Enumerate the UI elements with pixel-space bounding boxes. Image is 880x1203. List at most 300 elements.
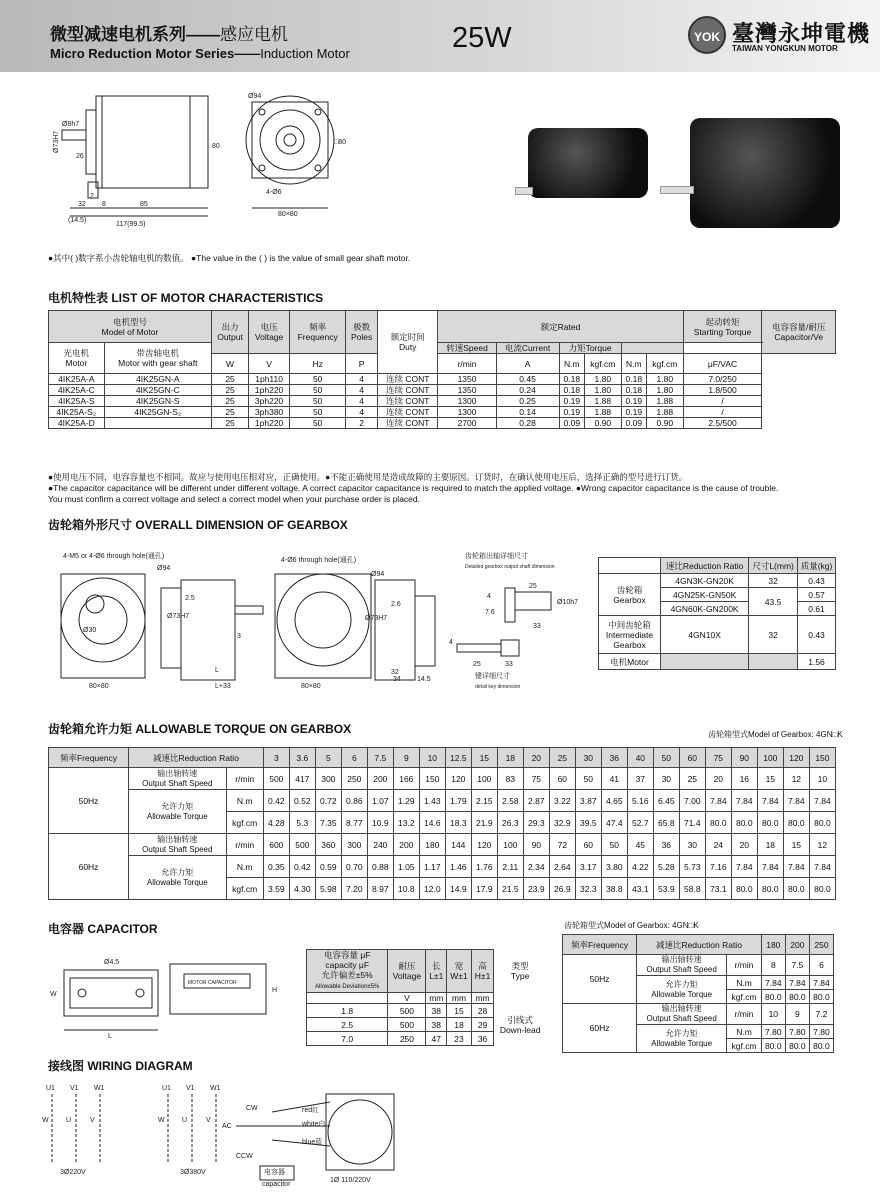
- wire-label: blue蓝: [302, 1139, 323, 1146]
- col-header: 额定Rated: [438, 311, 683, 343]
- table-row: [49, 407, 836, 418]
- table-cell: 4IK25A-C: [49, 385, 105, 396]
- table-cell: 1.88: [647, 396, 684, 407]
- table-cell: 7.5: [785, 955, 809, 976]
- ratio-cell: 40: [627, 748, 653, 768]
- table-cell: 8.77: [341, 812, 367, 834]
- table-cell: 7.80: [809, 1025, 833, 1039]
- table-cell: 5.28: [653, 856, 679, 878]
- wire-label: red红: [302, 1107, 320, 1114]
- row-label: 允许力矩 Allowable Torque: [129, 856, 226, 900]
- gearbox-dim: L+33: [215, 683, 231, 690]
- wire-label: W: [158, 1117, 165, 1124]
- table-cell: 7.35: [315, 812, 341, 834]
- torque-title: 齿轮箱允许力矩 ALLOWABLE TORQUE ON GEARBOX: [48, 722, 352, 736]
- gearbox-dim: 3: [237, 633, 241, 640]
- table-cell: 50: [290, 407, 346, 418]
- table-cell: 0.42: [263, 790, 289, 812]
- wire-label: U: [182, 1117, 188, 1124]
- gearmotor-shaft-icon: [660, 186, 694, 194]
- col-header: 电容容量 μF capacity μF 允许偏差±5% Allowable Deviation±5%: [307, 950, 388, 993]
- table-cell: 25: [679, 768, 705, 790]
- wire-label: U1: [162, 1085, 171, 1092]
- gearbox-dimension-drawing: [45, 548, 600, 696]
- table-cell: 600: [263, 834, 289, 856]
- dim-label: 2: [90, 193, 94, 200]
- table-cell: 0.70: [341, 856, 367, 878]
- capacitor-title: 电容器 CAPACITOR: [48, 922, 158, 936]
- table-cell: 0.18: [559, 385, 584, 396]
- table-cell: 23.9: [523, 878, 549, 900]
- table-cell: 4.28: [263, 812, 289, 834]
- table-cell: 83: [497, 768, 523, 790]
- table-cell: 18: [757, 834, 783, 856]
- gearbox-dim: 80×80: [89, 683, 109, 690]
- wire-label: CCW: [236, 1153, 253, 1160]
- table-cell: 4: [346, 407, 378, 418]
- table-cell: 30: [679, 834, 705, 856]
- table-cell: 150: [419, 768, 445, 790]
- col-header: 减速比Reduction Ratio: [129, 748, 264, 768]
- table-cell: 4: [346, 374, 378, 385]
- table-cell: 10.8: [393, 878, 419, 900]
- wire-label: V: [90, 1117, 95, 1124]
- wire-label: W1: [94, 1085, 105, 1092]
- col-header: 长 L±1: [426, 950, 447, 993]
- gearbox-dim: 34: [393, 676, 401, 683]
- torque2-model-note: 齿轮箱型式Model of Gearbox: 4GN□K: [564, 921, 699, 930]
- unit-cell: μF/VAC: [683, 354, 762, 374]
- table-cell: 0.45: [496, 374, 559, 385]
- col-header: 出力 Output: [211, 311, 248, 354]
- table-cell: /: [683, 396, 762, 407]
- table-cell: 60: [575, 834, 601, 856]
- freq-cell: 50Hz: [49, 768, 129, 834]
- table-cell: 4IK25GN-C: [104, 385, 211, 396]
- motor-dimension-drawing: [40, 88, 450, 238]
- table-cell: 0.19: [559, 396, 584, 407]
- table-cell: 15: [757, 768, 783, 790]
- table-cell: 100: [497, 834, 523, 856]
- unit-cell: N.m: [559, 354, 584, 374]
- table-cell: 37: [627, 768, 653, 790]
- wire-label: V1: [186, 1085, 195, 1092]
- table-cell: 2.34: [523, 856, 549, 878]
- gearbox-dim: 25: [473, 661, 481, 668]
- table-cell: 1300: [438, 396, 496, 407]
- table-cell: 4IK25A-S₂: [49, 407, 105, 418]
- table-cell: 50: [290, 374, 346, 385]
- table-cell: 25: [211, 407, 248, 418]
- row-label: 允许力矩 Allowable Torque: [637, 1025, 727, 1053]
- col-header: 电流Current: [496, 343, 559, 354]
- col-header: 极数 Poles: [346, 311, 378, 354]
- table-cell: 5.98: [315, 878, 341, 900]
- wire-label: 1Ø 110/220V: [330, 1177, 371, 1184]
- table-cell: 2: [346, 418, 378, 429]
- table-cell: 0.52: [289, 790, 315, 812]
- table-cell: 65.8: [653, 812, 679, 834]
- gearbox-dim: Detailed gearbox output shaft dimension: [465, 564, 555, 570]
- table-cell: 1350: [438, 385, 496, 396]
- table-cell: 2.64: [549, 856, 575, 878]
- row-label: 输出轴转速 Output Shaft Speed: [129, 768, 226, 790]
- motor-label: 电机Motor: [599, 654, 661, 670]
- gearbox-dim: 33: [505, 661, 513, 668]
- table-cell: 4IK25GN-A: [104, 374, 211, 385]
- gearbox-dim: 2.5: [185, 595, 195, 602]
- table-cell: 0.18: [621, 374, 646, 385]
- unit-cell: r/min: [226, 768, 263, 790]
- ratio-cell: 10: [419, 748, 445, 768]
- ratio-cell: 36: [601, 748, 627, 768]
- table-cell: 71.4: [679, 812, 705, 834]
- col-header: 起动转矩 Starting Torque: [683, 311, 762, 343]
- table-cell: 0.25: [496, 396, 559, 407]
- table-cell: 1300: [438, 407, 496, 418]
- gearbox-dim: 4-Ø6 through hole(通孔): [281, 557, 357, 564]
- table-cell: 0.14: [496, 407, 559, 418]
- ratio-cell: 3.6: [289, 748, 315, 768]
- col-header: 质量(kg): [798, 558, 836, 574]
- table-row: [49, 396, 836, 407]
- table-cell: 21.9: [471, 812, 497, 834]
- table-cell: 1.88: [585, 396, 622, 407]
- unit-cell: V: [249, 354, 290, 374]
- table-cell: 20: [731, 834, 757, 856]
- unit-cell: kgf.cm: [585, 354, 622, 374]
- gearbox-dim: L: [215, 667, 219, 674]
- col-header: 速比Reduction Ratio: [661, 558, 749, 574]
- table-cell: 3.22: [549, 790, 575, 812]
- gearbox-dim: 33: [533, 623, 541, 630]
- gearbox-dim: 14.5: [417, 676, 431, 683]
- cap-dim: Ø4.5: [104, 959, 120, 966]
- ratio-cell: 5: [315, 748, 341, 768]
- table-cell: 0.90: [647, 418, 684, 429]
- table-cell: 3.80: [601, 856, 627, 878]
- table-cell: 26.9: [549, 878, 575, 900]
- ratio-cell: 3: [263, 748, 289, 768]
- table-cell: 7.80: [761, 1025, 785, 1039]
- ratio-cell: 60: [679, 748, 705, 768]
- table-cell: 7.84: [783, 790, 809, 812]
- gearbox-dim: 4: [487, 593, 491, 600]
- table-cell: 4.22: [627, 856, 653, 878]
- table-cell: 20: [705, 768, 731, 790]
- unit-cell: r/min: [727, 955, 762, 976]
- ratio-cell: 25: [549, 748, 575, 768]
- col-header: 光电机 Motor: [49, 343, 105, 374]
- table-cell: 3.59: [263, 878, 289, 900]
- table-cell: 1.29: [393, 790, 419, 812]
- table-cell: 10.9: [367, 812, 393, 834]
- dim-label: 8: [102, 201, 106, 208]
- table-cell: 41: [601, 768, 627, 790]
- table-cell: 60: [549, 768, 575, 790]
- table-cell: 80.0: [731, 878, 757, 900]
- wire-label: U: [66, 1117, 72, 1124]
- ratio-cell: 150: [809, 748, 835, 768]
- row-label: 输出轴转速 Output Shaft Speed: [637, 1004, 727, 1025]
- row-label: 输出轴转速 Output Shaft Speed: [129, 834, 226, 856]
- table-cell: 360: [315, 834, 341, 856]
- ratio-cell: 30: [575, 748, 601, 768]
- table-cell: 7.84: [761, 976, 785, 990]
- unit-cell: P: [346, 354, 378, 374]
- unit-cell: kgf.cm: [727, 1039, 762, 1053]
- table-cell: 2.87: [523, 790, 549, 812]
- table-cell: 120: [445, 768, 471, 790]
- table-cell: 5.16: [627, 790, 653, 812]
- table-cell: /: [683, 407, 762, 418]
- table-row: [49, 418, 836, 429]
- wire-label: 3Ø380V: [180, 1169, 206, 1176]
- table-cell: 14.9: [445, 878, 471, 900]
- table-cell: 0.88: [367, 856, 393, 878]
- unit-cell: kgf.cm: [647, 354, 684, 374]
- table-cell: 7.84: [809, 856, 835, 878]
- table-cell: 12.0: [419, 878, 445, 900]
- wire-label: AC: [222, 1123, 232, 1130]
- table-cell: 50: [290, 385, 346, 396]
- gearbox-dim: Ø94: [371, 571, 385, 578]
- table-cell: 连续 CONT: [377, 418, 438, 429]
- table-cell: 0.59: [315, 856, 341, 878]
- ratio-cell: 18: [497, 748, 523, 768]
- table-cell: 6.45: [653, 790, 679, 812]
- table-cell: 3ph220: [249, 396, 290, 407]
- col-header: 电容容量/耐压 Capacitor/Ve: [762, 311, 836, 354]
- page-header: [0, 0, 880, 72]
- table-cell: 32.9: [549, 812, 575, 834]
- table-cell: 4: [346, 396, 378, 407]
- ratio-cell: 100: [757, 748, 783, 768]
- unit-cell: W: [211, 354, 248, 374]
- table-cell: 1.46: [445, 856, 471, 878]
- unit-cell: N.m: [226, 856, 263, 878]
- table-cell: 1.80: [647, 374, 684, 385]
- table-cell: 4: [346, 385, 378, 396]
- table-cell: 1.07: [367, 790, 393, 812]
- unit-cell: N.m: [226, 790, 263, 812]
- table-cell: 1.88: [647, 407, 684, 418]
- table-cell: 4.30: [289, 878, 315, 900]
- table-cell: 30: [653, 768, 679, 790]
- gearbox-dim: 80×80: [301, 683, 321, 690]
- table-cell: 1.79: [445, 790, 471, 812]
- ratio-cell: 90: [731, 748, 757, 768]
- table-cell: 80.0: [761, 990, 785, 1004]
- table-cell: 7.16: [705, 856, 731, 878]
- table-cell: 80.0: [783, 812, 809, 834]
- table-cell: 144: [445, 834, 471, 856]
- gearbox-dim: 32: [391, 669, 399, 676]
- table-cell: 180: [419, 834, 445, 856]
- table-cell: 80.0: [785, 990, 809, 1004]
- gearbox-title: 齿轮箱外形尺寸 OVERALL DIMENSION OF GEARBOX: [48, 518, 348, 532]
- table-cell: 100: [471, 768, 497, 790]
- table-cell: 12: [783, 768, 809, 790]
- table-cell: 7.00: [679, 790, 705, 812]
- unit-cell: r/min: [727, 1004, 762, 1025]
- table-cell: 4IK25GN-S: [104, 396, 211, 407]
- table-row: [49, 374, 836, 385]
- col-header: 类型 Type: [510, 961, 530, 981]
- characteristics-note-3: You must confirm a correct voltage and select a correct model when your purchase order is placed.: [48, 494, 420, 504]
- cap-dim: W: [50, 991, 57, 998]
- table-cell: 3.87: [575, 790, 601, 812]
- table-cell: 250: [341, 768, 367, 790]
- cap-dim: H: [272, 987, 278, 994]
- characteristics-table: [48, 310, 836, 429]
- table-cell: 4IK25A-S: [49, 396, 105, 407]
- row-label: 输出轴转速 Output Shaft Speed: [637, 955, 727, 976]
- table-cell: 1.17: [419, 856, 445, 878]
- table-cell: 连续 CONT: [377, 385, 438, 396]
- table-cell: 7.84: [757, 790, 783, 812]
- table-cell: 4.65: [601, 790, 627, 812]
- unit-cell: Hz: [290, 354, 346, 374]
- table-cell: 52.7: [627, 812, 653, 834]
- table-cell: 1.05: [393, 856, 419, 878]
- table-cell: 0.90: [585, 418, 622, 429]
- wire-label: capacitor: [262, 1181, 291, 1188]
- table-cell: 3ph380: [249, 407, 290, 418]
- wire-label: 电容器: [264, 1169, 285, 1176]
- brand-logo: YOK: [688, 16, 726, 54]
- dim-label: 80×80: [278, 211, 298, 218]
- table-cell: 300: [315, 768, 341, 790]
- table-row: [49, 385, 836, 396]
- table-cell: 13.2: [393, 812, 419, 834]
- ratio-cell: 20: [523, 748, 549, 768]
- intermediate-label: 中间齿轮箱 Intermediate Gearbox: [599, 616, 661, 654]
- unit-cell: kgf.cm: [226, 812, 263, 834]
- col-header: 转速Speed: [438, 343, 496, 354]
- table-cell: 3.17: [575, 856, 601, 878]
- table-cell: 0.18: [621, 385, 646, 396]
- row-label: 允许力矩 Allowable Torque: [129, 790, 226, 834]
- table-cell: 80.0: [761, 1039, 785, 1053]
- table-cell: 25: [211, 418, 248, 429]
- col-header: 频率Frequency: [49, 748, 129, 768]
- table-cell: 1350: [438, 374, 496, 385]
- table-cell: 120: [471, 834, 497, 856]
- ratio-cell: 120: [783, 748, 809, 768]
- table-cell: 500: [263, 768, 289, 790]
- table-cell: 50: [575, 768, 601, 790]
- freq-cell: 60Hz: [49, 834, 129, 900]
- table-cell: 240: [367, 834, 393, 856]
- col-header: 额定时间 Duty: [377, 311, 438, 374]
- table-cell: 7.84: [809, 976, 833, 990]
- table-cell: 2.11: [497, 856, 523, 878]
- table-cell: 80.0: [785, 1039, 809, 1053]
- gearbox-dim: Ø94: [157, 565, 171, 572]
- table-cell: 80.0: [809, 812, 835, 834]
- table-cell: 0.42: [289, 856, 315, 878]
- table-cell: 0.72: [315, 790, 341, 812]
- dim-label: □80: [334, 139, 347, 146]
- table-cell: 1.88: [585, 407, 622, 418]
- table-cell: 25: [211, 396, 248, 407]
- wire-label: 3Ø220V: [60, 1169, 86, 1176]
- table-cell: 14.6: [419, 812, 445, 834]
- table-cell: 45: [627, 834, 653, 856]
- power-rating: 25W: [452, 22, 512, 54]
- table-cell: 7.20: [341, 878, 367, 900]
- table-cell: 25: [211, 385, 248, 396]
- table-cell: 5.73: [679, 856, 705, 878]
- col-header: 带齿轴电机 Motor with gear shaft: [104, 343, 211, 374]
- table-cell: 7.84: [785, 976, 809, 990]
- gearbox-dim: Ø10h7: [557, 599, 579, 606]
- table-cell: 26.3: [497, 812, 523, 834]
- gearbox-dim: 7.6: [485, 609, 495, 616]
- wire-label: W1: [210, 1085, 221, 1092]
- torque-table: [48, 747, 836, 900]
- dim-label: 85: [140, 201, 148, 208]
- table-cell: 25: [211, 374, 248, 385]
- table-cell: 4IK25GN-S₂: [104, 407, 211, 418]
- table-cell: 1.8/500: [683, 385, 762, 396]
- dim-label: 32: [78, 201, 86, 208]
- table-cell: 7.0/250: [683, 374, 762, 385]
- table-cell: 18.3: [445, 812, 471, 834]
- table-cell: 连续 CONT: [377, 407, 438, 418]
- table-cell: 10: [761, 1004, 785, 1025]
- dim-label: 117(99.5): [116, 221, 146, 228]
- cap-dim: MOTOR CAPACITOR: [188, 980, 237, 986]
- wire-label: white白: [302, 1121, 326, 1128]
- characteristics-title: 电机特性表 LIST OF MOTOR CHARACTERISTICS: [48, 291, 324, 305]
- table-cell: 32.3: [575, 878, 601, 900]
- ratio-cell: 7.5: [367, 748, 393, 768]
- ratio-cell: 12.5: [445, 748, 471, 768]
- gearbox-dim: 25: [529, 583, 537, 590]
- ratio-cell: 6: [341, 748, 367, 768]
- table-cell: 80.0: [757, 878, 783, 900]
- ratio-cell: 180: [761, 935, 785, 955]
- table-cell: 80.0: [757, 812, 783, 834]
- gearbox-dim: detail key dimension: [475, 684, 521, 690]
- col-header: 电机型号 Model of Motor: [49, 311, 212, 343]
- table-cell: 21.5: [497, 878, 523, 900]
- table-cell: 80.0: [705, 812, 731, 834]
- table-cell: 29.3: [523, 812, 549, 834]
- wire-label: V: [206, 1117, 211, 1124]
- wire-label: V1: [70, 1085, 79, 1092]
- table-cell: 90: [523, 834, 549, 856]
- unit-cell: N.m: [727, 1025, 762, 1039]
- table-cell: 7.84: [731, 856, 757, 878]
- characteristics-note-2: ●The capacitor capacitance will be different under different voltage. A correct capacitor capacitance is required to match the applied voltage. ●Wrong capacitor capacitance is the cause of trouble.: [48, 483, 779, 493]
- capacitor-table: 电容容量 μF capacity μF 允许偏差±5% Allowable Deviation±5% 耐压 Voltage 长 L±1 宽 W±1 高 H±1 类型 Type V mm mm mm 1.8 500 38 15 28 引线式 Down-lead 2.5 500 38 18 29 7.0 250 47 23 36: [306, 949, 546, 1046]
- wiring-title: 接线图 WIRING DIAGRAM: [48, 1059, 193, 1073]
- wire-label: W: [42, 1117, 49, 1124]
- table-cell: 47.4: [601, 812, 627, 834]
- torque-model-note: 齿轮箱型式Model of Gearbox: 4GN□K: [708, 730, 843, 739]
- table-cell: 75: [523, 768, 549, 790]
- table-cell: 1ph220: [249, 385, 290, 396]
- table-cell: 1.43: [419, 790, 445, 812]
- table-cell: 80.0: [809, 1039, 833, 1053]
- freq-cell: 60Hz: [563, 1004, 637, 1053]
- table-cell: 39.5: [575, 812, 601, 834]
- table-cell: 500: [289, 834, 315, 856]
- ratio-cell: 75: [705, 748, 731, 768]
